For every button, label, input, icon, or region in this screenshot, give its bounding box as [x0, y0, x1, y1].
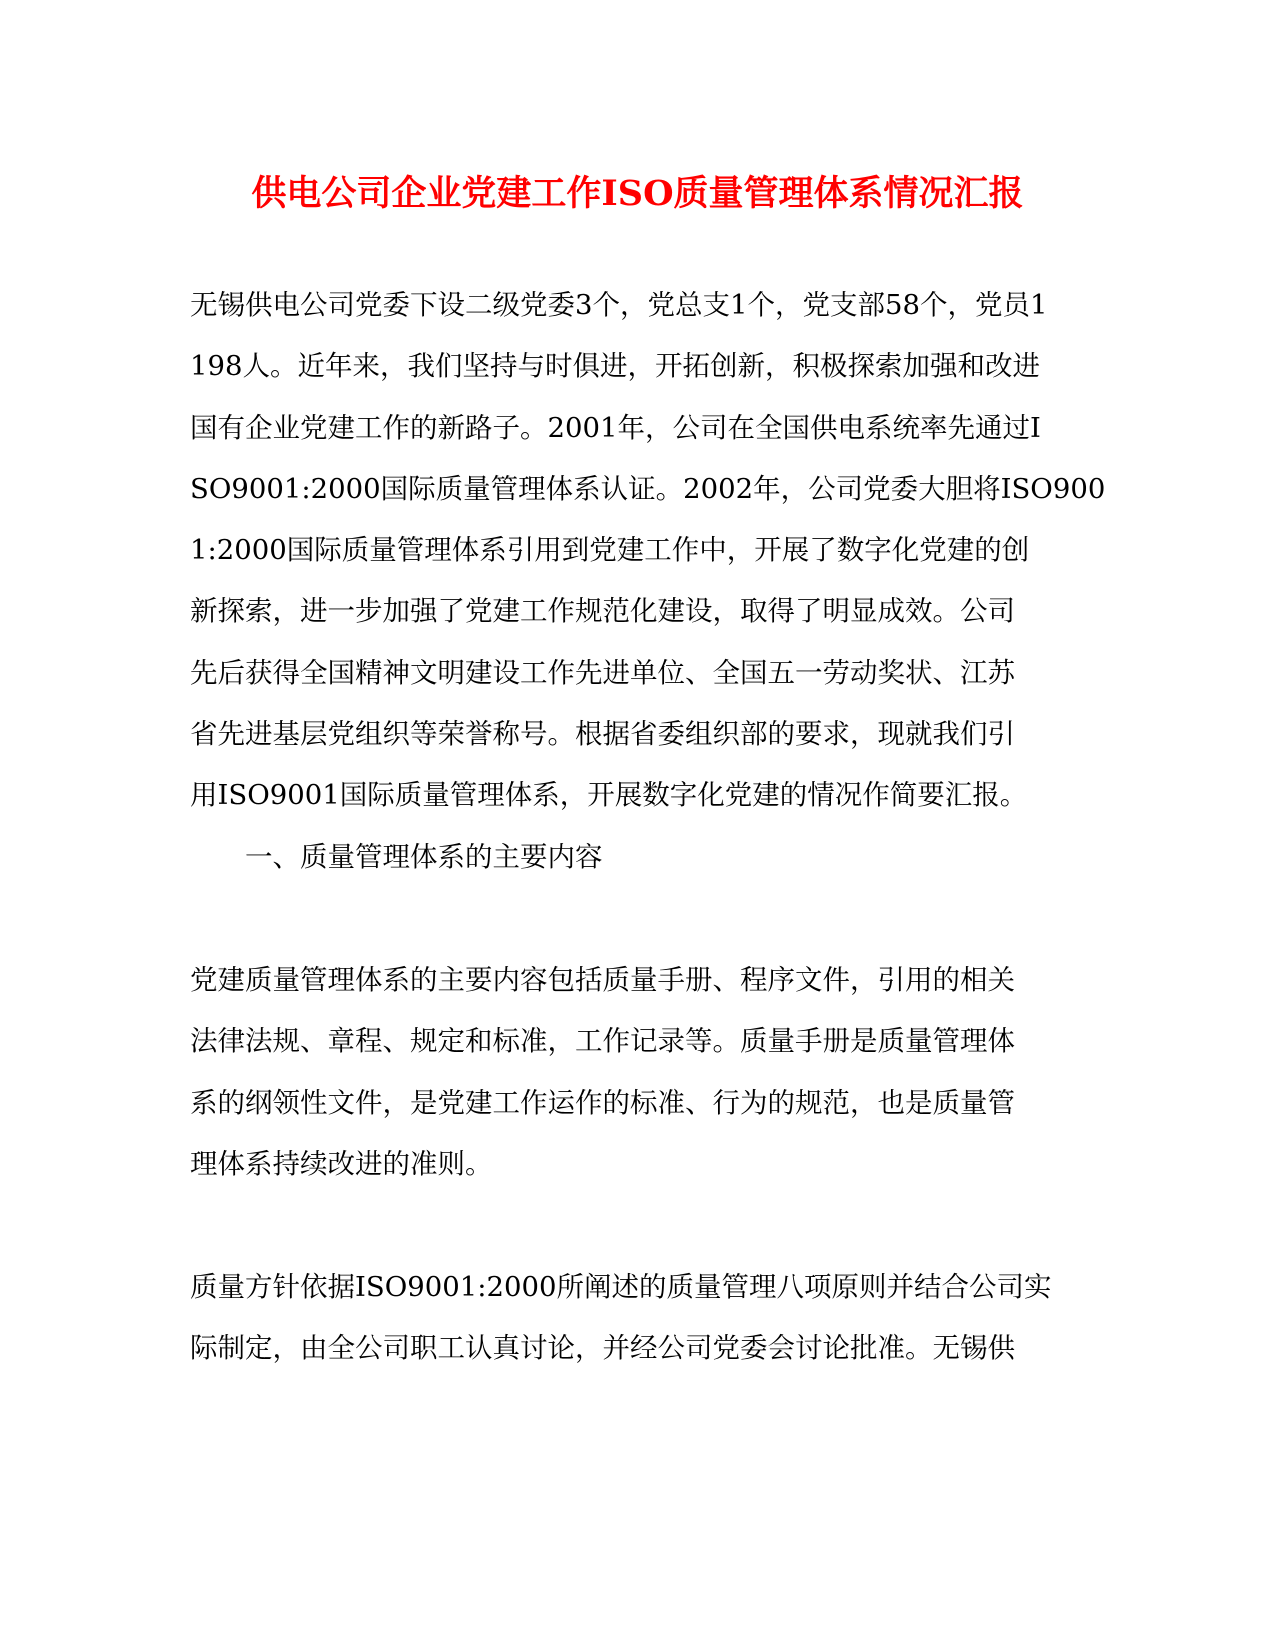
text-line: 际制定，由全公司职工认真讨论，并经公司党委会讨论批准。无锡供 [190, 1332, 1015, 1364]
text-line: 国有企业党建工作的新路子。2001年，公司在全国供电系统率先通过I [190, 412, 1041, 444]
section-heading: 一、质量管理体系的主要内容 [245, 841, 603, 873]
text-line: 省先进基层党组织等荣誉称号。根据省委组织部的要求，现就我们引 [190, 718, 1015, 750]
text-line: 先后获得全国精神文明建设工作先进单位、全国五一劳动奖状、江苏 [190, 657, 1015, 689]
text-line: 新探索，进一步加强了党建工作规范化建设，取得了明显成效。公司 [190, 595, 1015, 627]
text-line: 198人。近年来，我们坚持与时俱进，开拓创新，积极探索加强和改进 [190, 350, 1040, 382]
text-line: 党建质量管理体系的主要内容包括质量手册、程序文件，引用的相关 [190, 964, 1015, 996]
text-line: 法律法规、章程、规定和标准，工作记录等。质量手册是质量管理体 [190, 1025, 1015, 1057]
text-line: SO9001:2000国际质量管理体系认证。2002年，公司党委大胆将ISO900 [190, 473, 1106, 505]
text-line: 1:2000国际质量管理体系引用到党建工作中，开展了数字化党建的创 [190, 534, 1030, 566]
text-line: 理体系持续改进的准则。 [190, 1148, 493, 1180]
text-line: 用ISO9001国际质量管理体系，开展数字化党建的情况作简要汇报。 [190, 779, 1028, 811]
text-line: 质量方针依据ISO9001:2000所阐述的质量管理八项原则并结合公司实 [190, 1271, 1052, 1303]
text-line: 无锡供电公司党委下设二级党委3个，党总支1个，党支部58个，党员1 [190, 289, 1048, 321]
document-title: 供电公司企业党建工作ISO质量管理体系情况汇报 [251, 173, 1024, 214]
text-line: 系的纲领性文件，是党建工作运作的标准、行为的规范，也是质量管 [190, 1087, 1015, 1119]
